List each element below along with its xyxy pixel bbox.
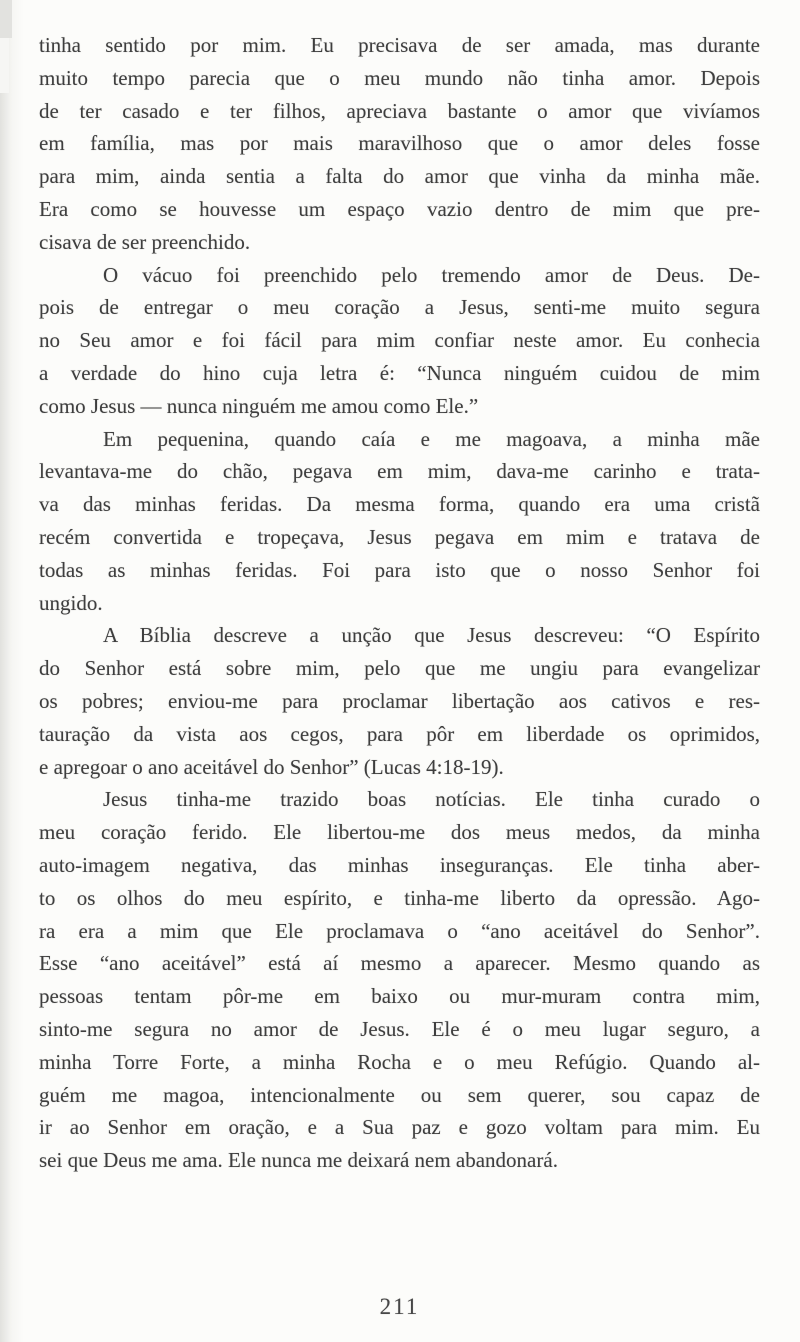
text-line: todas as minhas feridas. Foi para isto que o nosso Senhor foi: [39, 557, 760, 582]
text-line: cisava de ser preenchido.: [39, 229, 251, 254]
paragraph: [39, 259, 760, 423]
text-line: no Seu amor e foi fácil para mim confiar neste amor. Eu conhecia: [39, 328, 760, 353]
text-line: meu coração ferido. Ele libertou-me dos meus medos, da minha: [39, 820, 760, 845]
text-line: va das minhas feridas. Da mesma forma, quando era uma cristã: [39, 492, 760, 517]
text-line: auto-imagem negativa, das minhas inseguranças. Ele tinha aber-: [39, 852, 760, 877]
text-line: tinha sentido por mim. Eu precisava de ser amada, mas durante: [39, 33, 760, 57]
text-line: ra era a mim que Ele proclamava o “ano aceitável do Senhor”.: [39, 918, 760, 943]
text-line: os pobres; enviou-me para proclamar libertação aos cativos e res-: [39, 688, 760, 713]
text-line: tauração da vista aos cegos, para pôr em liberdade os oprimidos,: [39, 721, 760, 746]
text-line: Em pequenina, quando caía e me magoava, a minha mãe: [103, 426, 760, 451]
text-line: Era como se houvesse um espaço vazio dentro de mim que pre-: [39, 196, 760, 221]
text-line: Esse “ano aceitável” está aí mesmo a aparecer. Mesmo quando as: [39, 951, 760, 976]
text-line: em família, mas por mais maravilhoso que o amor deles fosse: [39, 131, 760, 156]
text-line: ungido.: [39, 590, 103, 615]
text-line: A Bíblia descreve a unção que Jesus descreveu: “O Espírito: [103, 623, 760, 648]
text-line: Jesus tinha-me trazido boas notícias. Ele tinha curado o: [103, 787, 760, 812]
text-line: pessoas tentam pôr-me em baixo ou mur-muram contra mim,: [39, 984, 760, 1009]
text-line: guém me magoa, intencionalmente ou sem querer, sou capaz de: [39, 1082, 760, 1107]
text-line: sei que Deus me ama. Ele nunca me deixará nem abandonará.: [39, 1148, 558, 1173]
text-line: minha Torre Forte, a minha Rocha e o meu Refúgio. Quando al-: [39, 1049, 760, 1074]
text-line: ir ao Senhor em oração, e a Sua paz e gozo voltam para mim. Eu: [39, 1115, 760, 1140]
paragraph: [39, 619, 760, 783]
text-line: to os olhos do meu espírito, e tinha-me liberto da opressão. Ago-: [39, 885, 760, 910]
text-block: [39, 29, 760, 1177]
paragraph: [39, 783, 760, 1177]
text-line: e apregoar o ano aceitável do Senhor” (Lucas 4:18-19).: [39, 754, 504, 779]
scan-corner-notch-light: [0, 38, 9, 93]
text-line: a verdade do hino cuja letra é: “Nunca ninguém cuidou de mim: [39, 360, 760, 385]
text-line: de ter casado e ter filhos, apreciava bastante o amor que vivíamos: [39, 98, 760, 123]
text-line: recém convertida e tropeçava, Jesus pegava em mim e tratava de: [39, 524, 760, 549]
text-line: pois de entregar o meu coração a Jesus, senti-me muito segura: [39, 295, 760, 320]
text-line: como Jesus — nunca ninguém me amou como Ele.”: [39, 393, 479, 418]
text-line: O vácuo foi preenchido pelo tremendo amor de Deus. De-: [103, 262, 760, 287]
paragraph: [39, 29, 760, 259]
text-line: muito tempo parecia que o meu mundo não tinha amor. Depois: [39, 65, 760, 90]
scan-corner-notch: [0, 0, 12, 38]
text-line: do Senhor está sobre mim, pelo que me ungiu para evangelizar: [39, 656, 760, 681]
text-line: levantava-me do chão, pegava em mim, dava-me carinho e trata-: [39, 459, 760, 484]
scan-edge-shadow: [0, 0, 24, 1342]
text-line: sinto-me segura no amor de Jesus. Ele é o meu lugar seguro, a: [39, 1016, 760, 1041]
text-line: para mim, ainda sentia a falta do amor que vinha da minha mãe.: [39, 164, 760, 189]
page-number: 211: [379, 1294, 420, 1319]
paragraph: [39, 423, 760, 620]
